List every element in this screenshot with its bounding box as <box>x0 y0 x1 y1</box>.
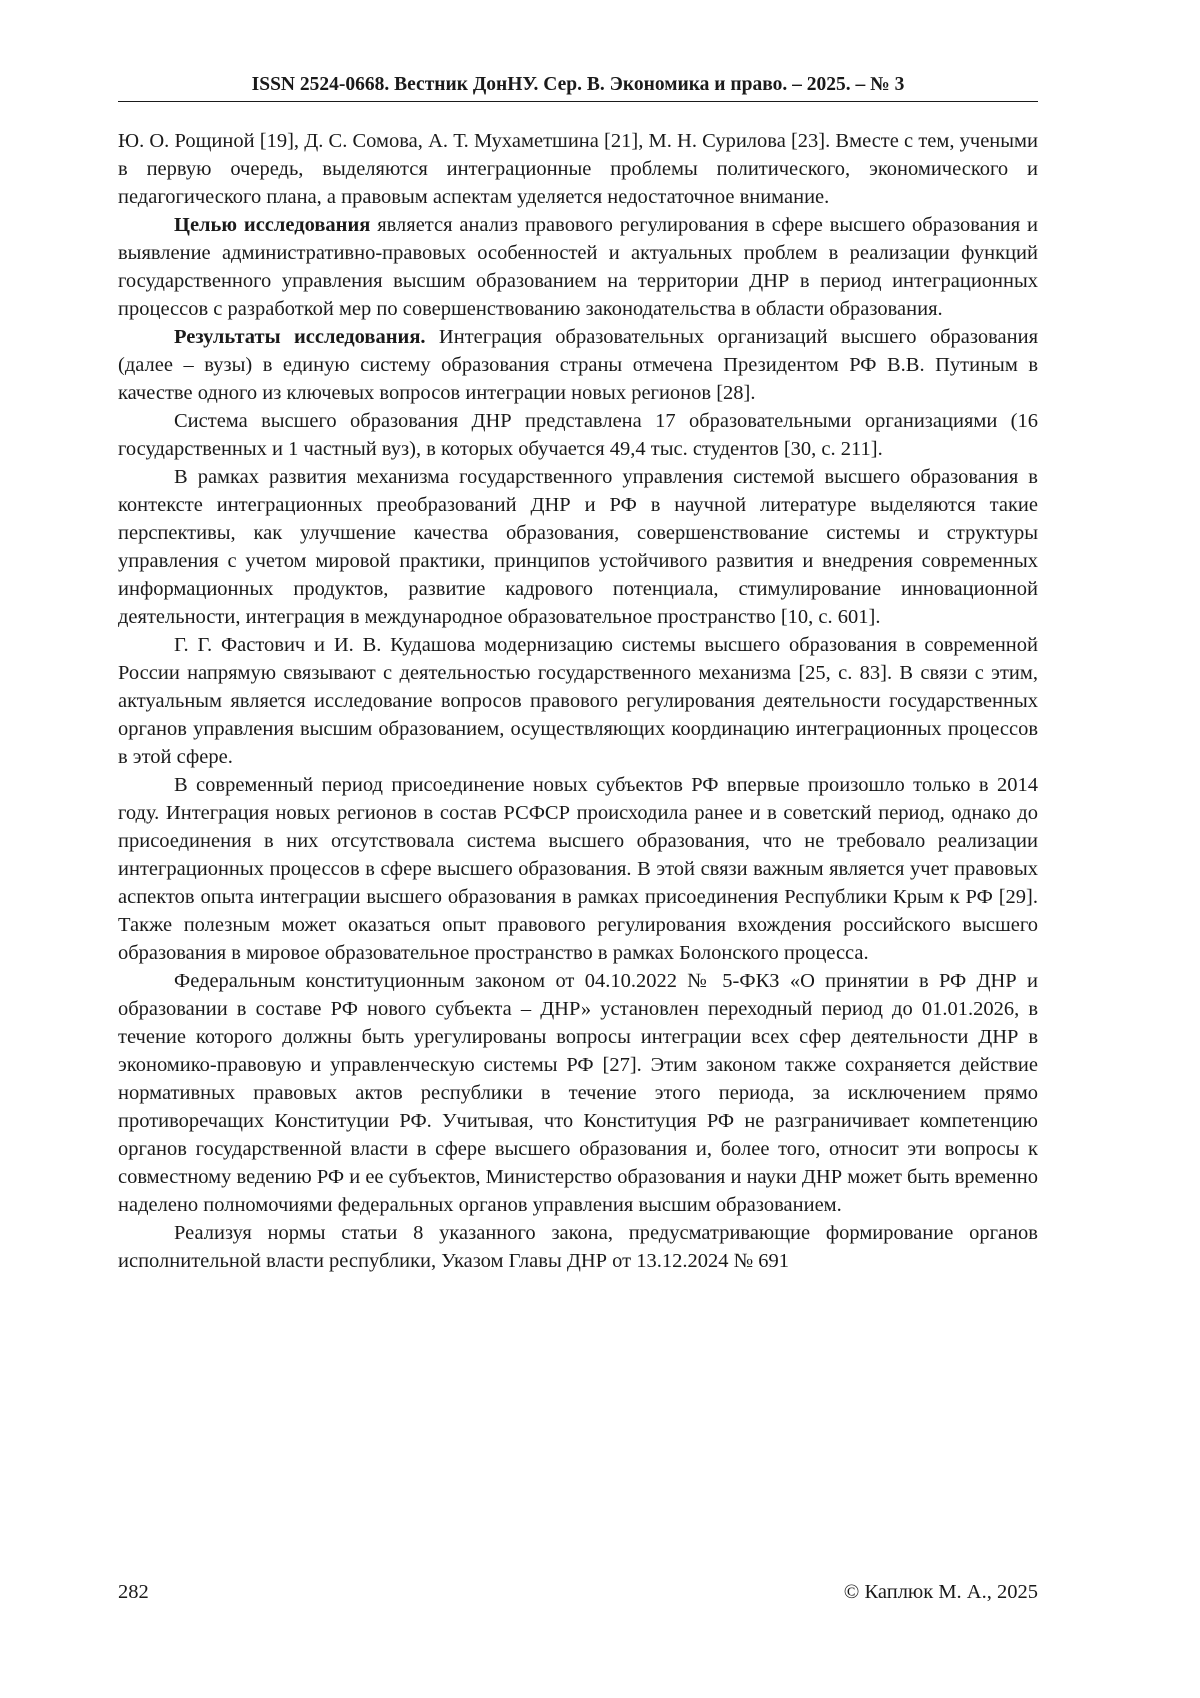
paragraph-8: Федеральным конституционным законом от 04.10.2022 № 5-ФКЗ «О принятии в РФ ДНР и образовании в составе РФ нового субъекта – ДНР» установлен переходный период до 01.01.2026, в течение которого должны быть урегулированы вопросы интеграции всех сфер деятельности ДНР в экономико-правовую и управленческую системы РФ [27]. Этим законом также сохраняется действие нормативных правовых актов республики в течение этого периода, за исключением прямо противоречащих Конституции РФ. Учитывая, что Конституция РФ не разграничивает компетенцию органов государственной власти в сфере высшего образования и, более того, относит эти вопросы к совместному ведению РФ и ее субъектов, Министерство образования и науки ДНР может быть временно наделено полномочиями федеральных органов управления высшим образованием. <box>118 970 1038 1216</box>
research-goal-heading: Целью исследования <box>174 214 371 236</box>
article-body <box>118 127 1038 1275</box>
paragraph-4: Система высшего образования ДНР представлена 17 образовательными организациями (16 государственных и 1 частный вуз), в которых обучается 49,4 тыс. студентов [30, с. 211]. <box>118 410 1038 460</box>
paragraph-research-results <box>118 323 1038 407</box>
paragraph-research-goal <box>118 211 1038 323</box>
research-results-text: Интеграция образовательных организаций высшего образования (далее – вузы) в единую систему образования страны отмечена Президентом РФ В.В. Путиным в качестве одного из ключевых вопросов интеграции новых регионов [28]. <box>118 326 1039 404</box>
research-results-heading: Результаты исследования. <box>174 326 426 348</box>
research-goal-text: является анализ правового регулирования в сфере высшего образования и выявление административно-правовых особенностей и актуальных проблем в реализации функций государственного управления высшим образованием на территории ДНР в период интеграционных процессов с разработкой мер по совершенствованию законодательства в области образования. <box>118 214 1038 320</box>
running-header: ISSN 2524-0668. Вестник ДонНУ. Сер. В. Экономика и право. – 2025. – № 3 <box>118 72 1038 102</box>
paragraph-6: Г. Г. Фастович и И. В. Кудашова модернизацию системы высшего образования в современной России напрямую связывают с деятельностью государственного механизма [25, с. 83]. В связи с этим, актуальным является исследование вопросов правового регулирования деятельности государственных органов управления высшим образованием, осуществляющих координацию интеграционных процессов в этой сфере. <box>118 634 1038 768</box>
paragraph-1: Ю. О. Рощиной [19], Д. С. Сомова, А. Т. Мухаметшина [21], М. Н. Сурилова [23]. Вместе с тем, учеными в первую очередь, выделяются интеграционные проблемы политического, экономического и педагогического плана, а правовым аспектам уделяется недостаточное внимание. <box>118 130 1038 208</box>
copyright-notice: © Каплюк М. А., 2025 <box>843 1581 1038 1603</box>
page-number: 282 <box>118 1581 149 1603</box>
paragraph-5: В рамках развития механизма государственного управления системой высшего образования в контексте интеграционных преобразований ДНР и РФ в научной литературе выделяются такие перспективы, как улучшение качества образования, совершенствование системы и структуры управления с учетом мировой практики, принципов устойчивого развития и внедрения современных информационных продуктов, развитие кадрового потенциала, стимулирование инновационной деятельности, интеграция в международное образовательное пространство [10, с. 601]. <box>118 466 1038 628</box>
paragraph-7: В современный период присоединение новых субъектов РФ впервые произошло только в 2014 году. Интеграция новых регионов в состав РСФСР происходила ранее и в советский период, однако до присоединения в них отсутствовала система высшего образования, что не требовало реализации интеграционных процессов в сфере высшего образования. В этой связи важным является учет правовых аспектов опыта интеграции высшего образования в рамках присоединения Республики Крым к РФ [29]. Также полезным может оказаться опыт правового регулирования вхождения российского высшего образования в мировое образовательное пространство в рамках Болонского процесса. <box>118 774 1038 964</box>
paragraph-9: Реализуя нормы статьи 8 указанного закона, предусматривающие формирование органов исполнительной власти республики, Указом Главы ДНР от 13.12.2024 № 691 <box>118 1222 1038 1272</box>
